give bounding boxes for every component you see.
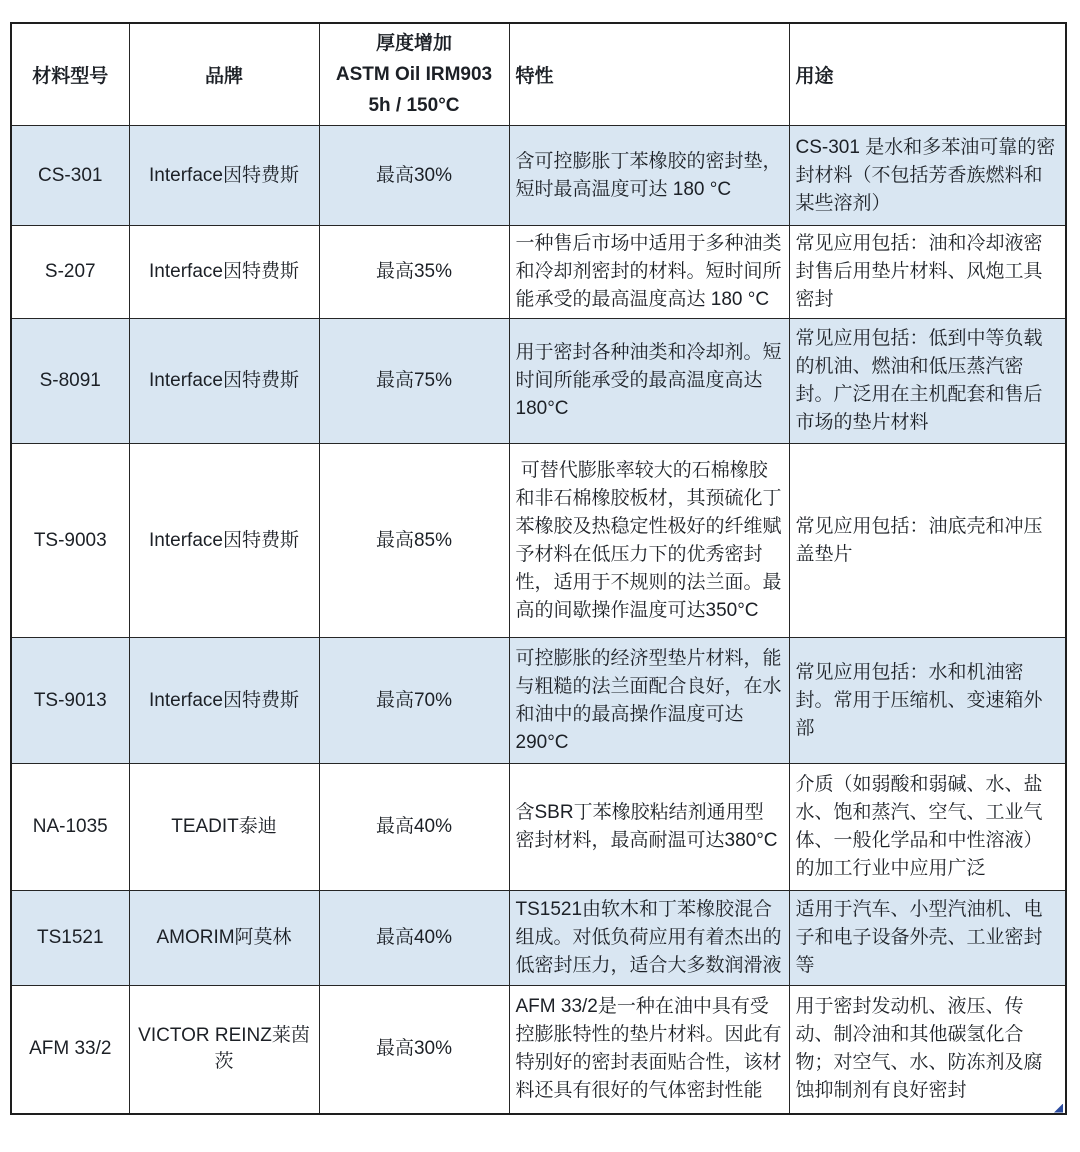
cell-thickness: 最高75% [319, 319, 509, 444]
cell-feature: 用于密封各种油类和冷却剂。短时间所能承受的最高温度高达180°C [509, 319, 789, 444]
cell-brand: VICTOR REINZ莱茵茨 [129, 986, 319, 1114]
materials-table [10, 22, 1065, 1115]
table-row-ts-9013 [11, 638, 1066, 764]
cell-model: TS-9013 [11, 638, 129, 764]
col-header-thickness-line2: ASTM Oil IRM903 [335, 64, 493, 85]
cell-feature: 一种售后市场中适用于多种油类和冷却剂密封的材料。短时间所能承受的最高温度高达 180 °C [509, 226, 789, 319]
cell-thickness: 最高40% [319, 891, 509, 986]
table-row-cs-301 [11, 126, 1066, 226]
cell-brand: Interface因特费斯 [129, 638, 319, 764]
col-header-thickness-line1: 厚度增加 [375, 33, 452, 54]
cell-usage: 常见应用包括：低到中等负载的机油、燃油和低压蒸汽密封。广泛用在主机配套和售后市场的垫片材料 [789, 319, 1066, 444]
table-row-na-1035 [11, 764, 1066, 891]
cell-model: TS-9003 [11, 444, 129, 638]
cell-usage: 常见应用包括：水和机油密封。常用于压缩机、变速箱外部 [789, 638, 1066, 764]
table-row-ts-9003 [11, 444, 1066, 638]
table-row-afm-33-2 [11, 986, 1066, 1114]
cell-usage: 介质（如弱酸和弱碱、水、盐水、饱和蒸汽、空气、工业气体、一般化学品和中性溶液）的加工行业中应用广泛 [789, 764, 1066, 891]
cell-model: S-207 [11, 226, 129, 319]
cell-feature: 可替代膨胀率较大的石棉橡胶和非石棉橡胶板材，其预硫化丁苯橡胶及热稳定性极好的纤维赋予材料在低压力下的优秀密封性，适用于不规则的法兰面。最高的间歇操作温度可达350°C [509, 444, 789, 638]
materials-comparison-table [10, 22, 1067, 1115]
col-header-thickness [319, 23, 509, 126]
cell-model: S-8091 [11, 319, 129, 444]
cell-brand: Interface因特费斯 [129, 126, 319, 226]
cell-usage: 常见应用包括：油底壳和冲压盖垫片 [789, 444, 1066, 638]
cell-feature: 含SBR丁苯橡胶粘结剂通用型密封材料，最高耐温可达380°C [509, 764, 789, 891]
cell-brand: AMORIM阿莫林 [129, 891, 319, 986]
cell-model: CS-301 [11, 126, 129, 226]
col-header-thickness-line3: 5h / 150°C [368, 95, 460, 116]
cell-thickness: 最高70% [319, 638, 509, 764]
header-row [11, 23, 1066, 126]
cell-thickness: 最高85% [319, 444, 509, 638]
cell-usage: CS-301 是水和多苯油可靠的密封材料（不包括芳香族燃料和某些溶剂） [789, 126, 1066, 226]
cell-thickness: 最高40% [319, 764, 509, 891]
cell-brand: Interface因特费斯 [129, 319, 319, 444]
cell-feature: AFM 33/2是一种在油中具有受控膨胀特性的垫片材料。因此有特别好的密封表面贴合性，该材料还具有很好的气体密封性能 [509, 986, 789, 1114]
cell-brand: Interface因特费斯 [129, 444, 319, 638]
cell-model: AFM 33/2 [11, 986, 129, 1114]
cell-feature: TS1521由软木和丁苯橡胶混合组成。对低负荷应用有着杰出的低密封压力，适合大多数润滑液 [509, 891, 789, 986]
table-row-s-8091 [11, 319, 1066, 444]
cell-usage: 适用于汽车、小型汽油机、电子和电子设备外壳、工业密封等 [789, 891, 1066, 986]
cell-usage: 常见应用包括：油和冷却液密封售后用垫片材料、风炮工具密封 [789, 226, 1066, 319]
col-header-usage: 用途 [789, 23, 1066, 126]
cell-thickness: 最高35% [319, 226, 509, 319]
table-row-s-207 [11, 226, 1066, 319]
cell-thickness: 最高30% [319, 986, 509, 1114]
cell-brand: Interface因特费斯 [129, 226, 319, 319]
cell-brand: TEADIT泰迪 [129, 764, 319, 891]
cell-feature: 含可控膨胀丁苯橡胶的密封垫，短时最高温度可达 180 °C [509, 126, 789, 226]
col-header-model: 材料型号 [11, 23, 129, 126]
cell-thickness: 最高30% [319, 126, 509, 226]
cell-model: NA-1035 [11, 764, 129, 891]
col-header-feature: 特性 [509, 23, 789, 126]
cell-feature: 可控膨胀的经济型垫片材料，能与粗糙的法兰面配合良好，在水和油中的最高操作温度可达290°C [509, 638, 789, 764]
col-header-brand: 品牌 [129, 23, 319, 126]
cell-usage: 用于密封发动机、液压、传动、制冷油和其他碳氢化合物；对空气、水、防冻剂及腐蚀抑制剂有良好密封 [789, 986, 1066, 1114]
table-row-ts1521 [11, 891, 1066, 986]
cell-model: TS1521 [11, 891, 129, 986]
